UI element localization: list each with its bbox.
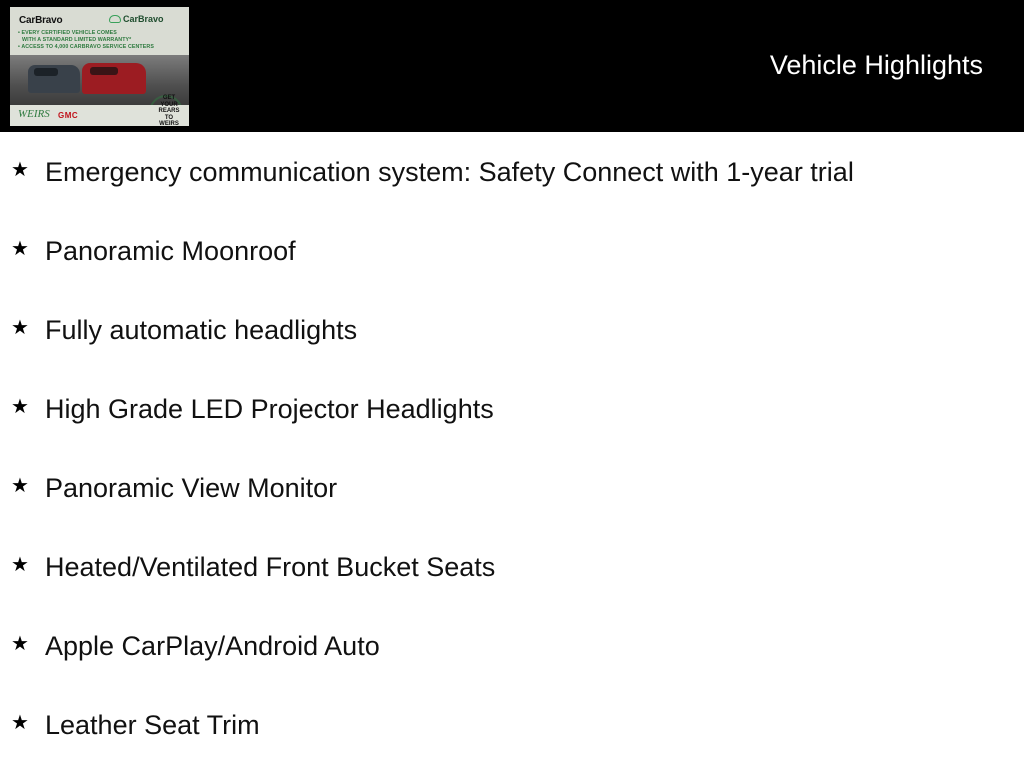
slogan-line: GET YOUR	[160, 95, 178, 108]
list-item-label: Leather Seat Trim	[45, 710, 260, 740]
star-icon: ★	[11, 710, 29, 734]
list-item-label: High Grade LED Projector Headlights	[45, 394, 494, 424]
list-item-label: Panoramic View Monitor	[45, 473, 338, 503]
star-icon: ★	[11, 315, 29, 339]
dealer-name: WEIRS	[18, 108, 50, 120]
slogan-line: TO	[164, 114, 174, 121]
star-icon: ★	[11, 157, 29, 181]
list-item-label: Heated/Ventilated Front Bucket Seats	[45, 552, 496, 582]
red-truck-icon	[82, 63, 146, 94]
slogan-line: REARS	[158, 108, 180, 114]
list-item-label: Panoramic Moonroof	[45, 236, 296, 266]
list-item	[0, 369, 1024, 448]
list-item	[0, 290, 1024, 369]
list-item	[0, 527, 1024, 606]
list-item-label: Apple CarPlay/Android Auto	[45, 631, 380, 661]
star-icon: ★	[11, 473, 29, 497]
dealer-ad-image	[10, 7, 189, 126]
star-icon: ★	[11, 631, 29, 655]
list-item	[0, 132, 1024, 211]
list-item-label: Fully automatic headlights	[45, 315, 358, 345]
ad-line: WITH A STANDARD LIMITED WARRANTY*	[22, 37, 132, 43]
slogan-line: WEIRS	[159, 121, 179, 126]
ad-brand-right: CarBravo	[123, 14, 164, 24]
list-item	[0, 448, 1024, 527]
dark-truck-icon	[28, 65, 80, 93]
star-icon: ★	[11, 236, 29, 260]
star-icon: ★	[11, 394, 29, 418]
list-item	[0, 685, 1024, 764]
ad-line: • ACCESS TO 4,000 CARBRAVO SERVICE CENTERS	[18, 44, 154, 50]
highlights-list	[0, 132, 1024, 764]
ad-line: • EVERY CERTIFIED VEHICLE COMES	[18, 30, 117, 36]
list-item-label: Emergency communication system: Safety Connect with 1-year trial	[45, 157, 854, 187]
list-item	[0, 606, 1024, 685]
ad-slogan	[154, 95, 184, 126]
ad-text-lines	[18, 30, 186, 51]
page-title: Vehicle Highlights	[769, 50, 983, 80]
ad-brand-left: CarBravo	[19, 15, 63, 26]
header-bar	[0, 0, 1024, 132]
list-item	[0, 211, 1024, 290]
ad-footer	[10, 95, 189, 126]
carbravo-logo-icon	[109, 15, 121, 23]
star-icon: ★	[11, 552, 29, 576]
make-logo: GMC	[58, 111, 79, 120]
